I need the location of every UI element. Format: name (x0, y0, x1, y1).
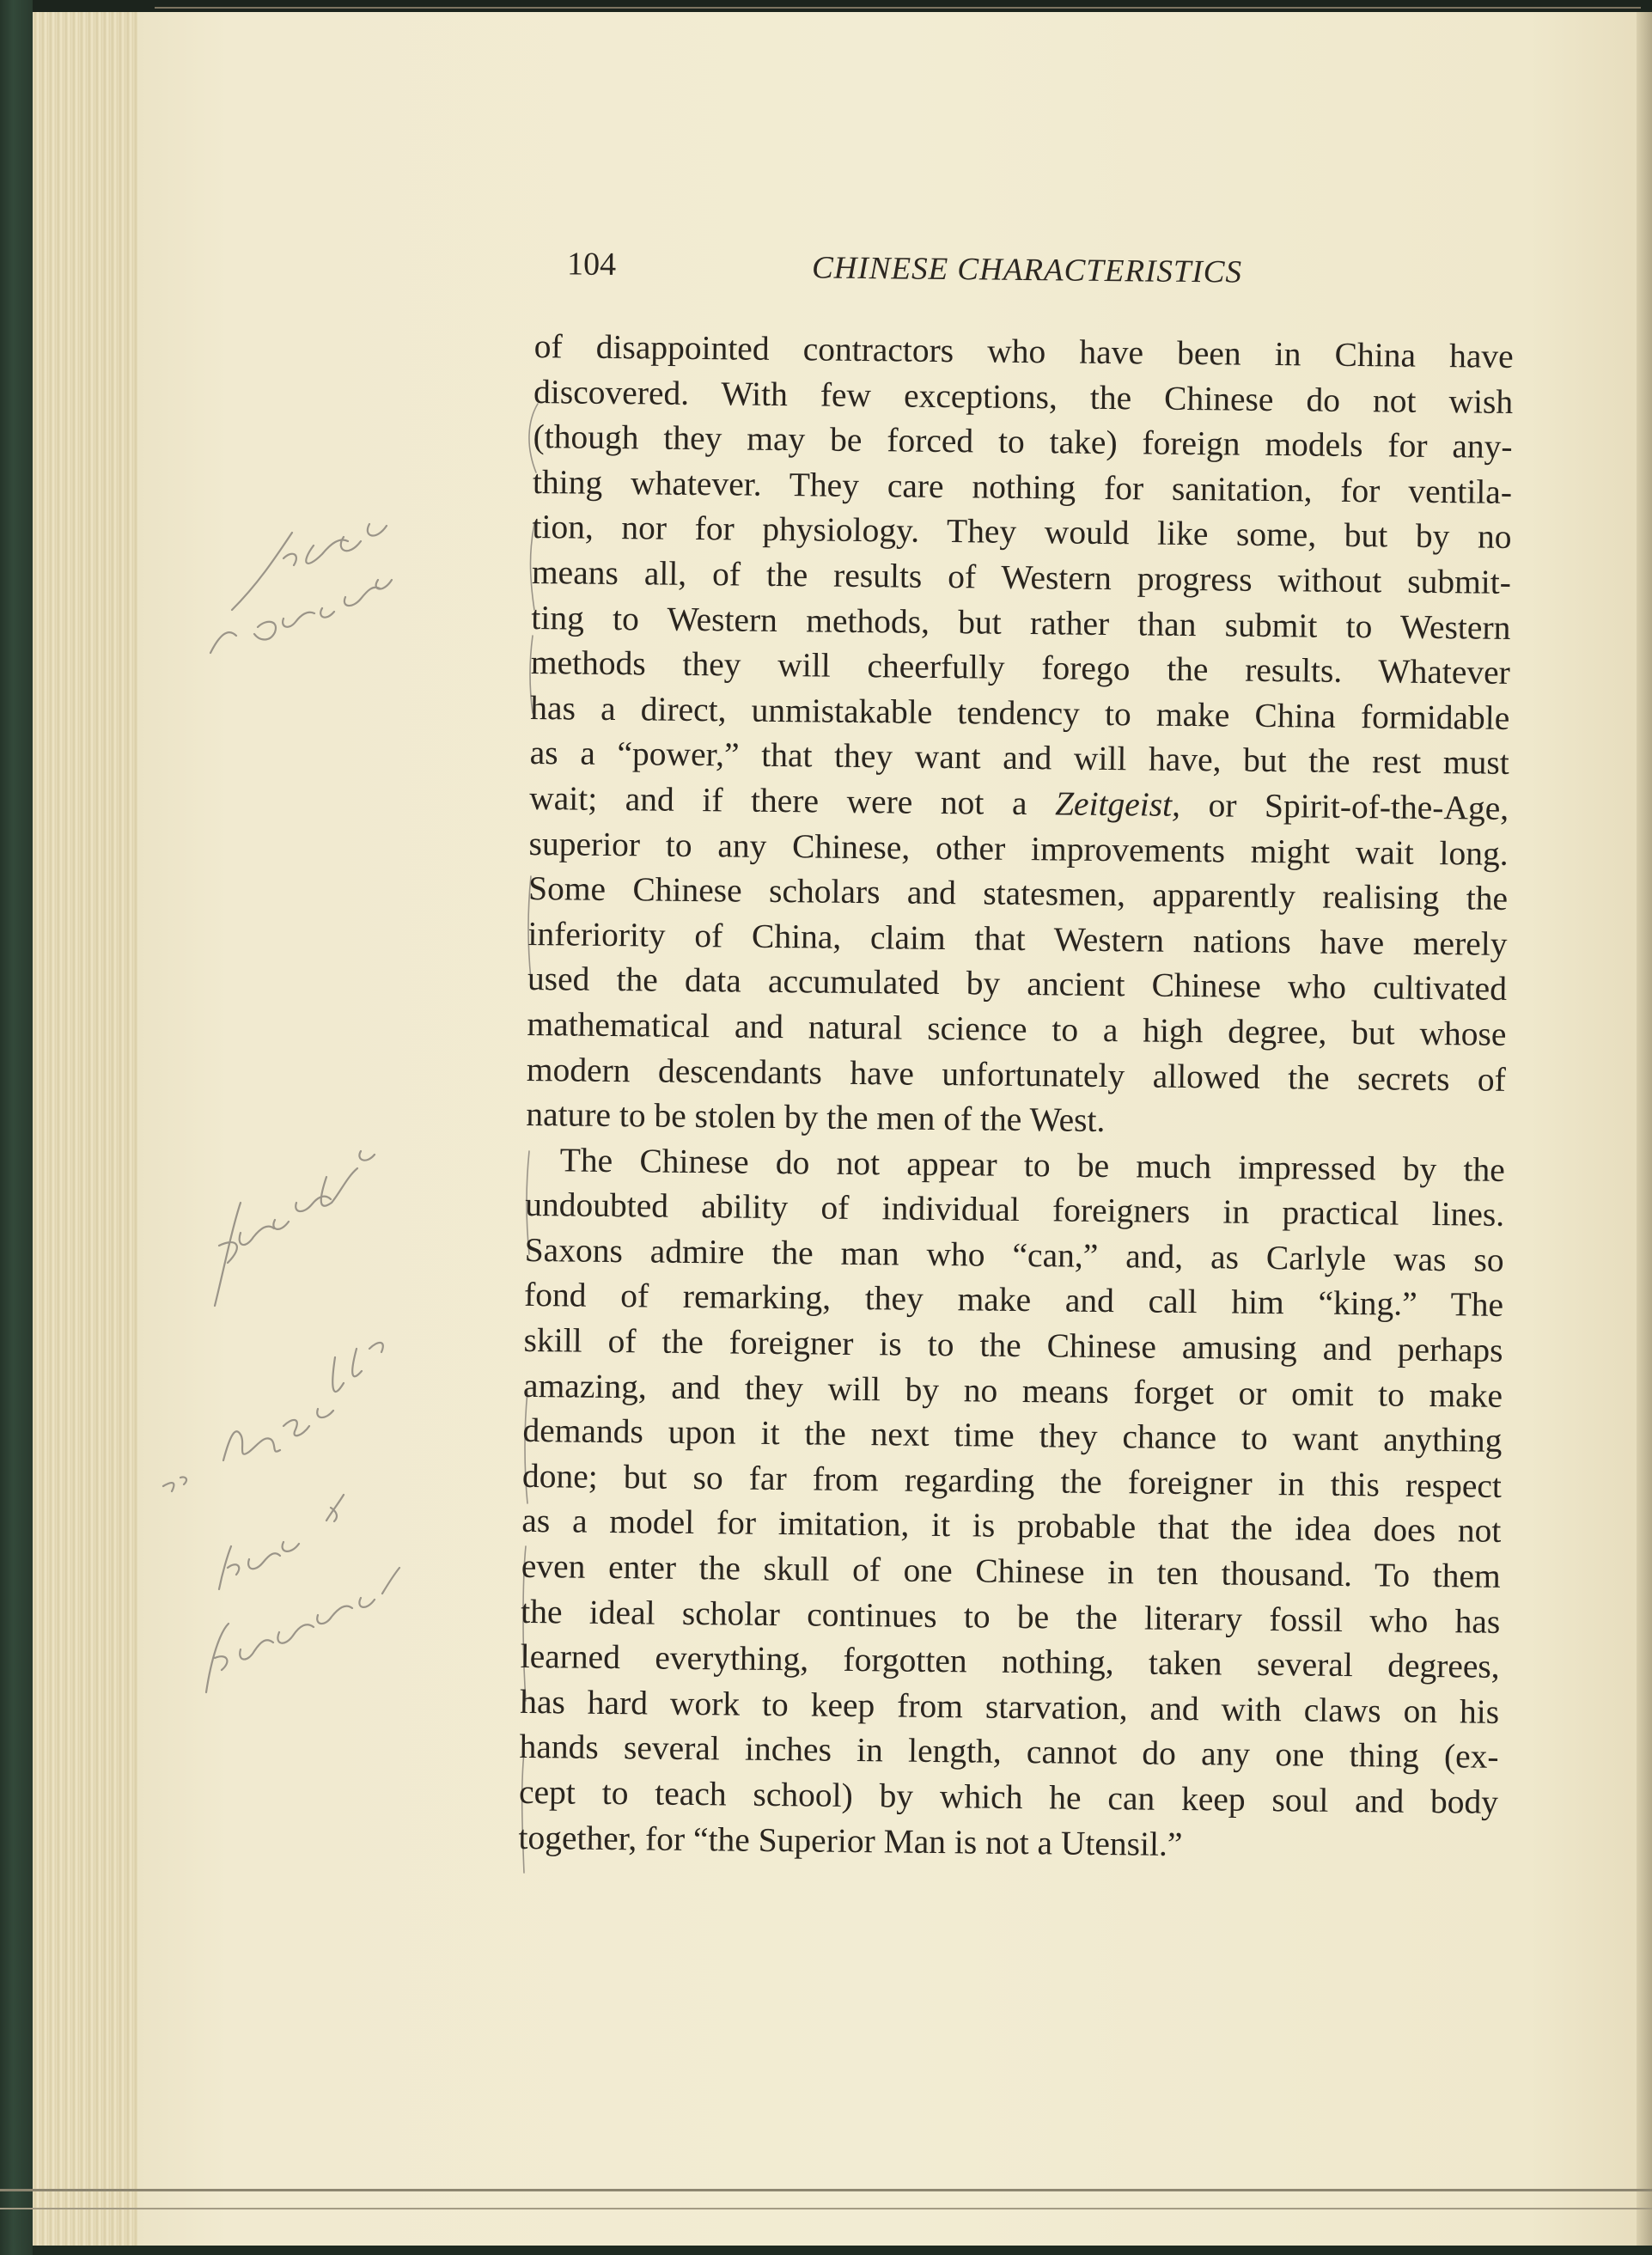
text-line: modern descendants have unfortunately allowed the secrets of (526, 1050, 1507, 1099)
paragraph-end-line: together, for “the Superior Man is not a Utensil.” (518, 1818, 1183, 1863)
pencil-margin-annotations (155, 498, 533, 1787)
body-text (518, 324, 1514, 1870)
bottom-page-border-inner (0, 2208, 1652, 2209)
text-line: learned everything, forgotten nothing, taken several degrees, (520, 1637, 1500, 1686)
text-line: discovered. With few exceptions, the Chinese do not wish (533, 372, 1514, 421)
zeitgeist-italic: Zeitgeist, (1054, 784, 1181, 824)
page-number: 104 (566, 246, 617, 283)
text-fragment: wait; and if there were not a (528, 778, 1056, 823)
bottom-page-border (0, 2189, 1652, 2191)
text-line: tion, nor for physiology. They would like some, but by no (532, 508, 1512, 557)
text-line: demands upon it the next time they chance to want anything (522, 1411, 1503, 1460)
text-line: as a model for imitation, it is probable that the idea does not (521, 1502, 1502, 1551)
text-line: thing whatever. They care nothing for sanitation, for ventila- (532, 462, 1513, 511)
text-line: Saxons admire the man who “can,” and, as Carlyle was so (524, 1230, 1504, 1279)
pencil-scribble-3 (215, 1151, 375, 1306)
paragraph-start-line: The Chinese do not appear to be much impressed by the (559, 1141, 1505, 1189)
text-line: (though they may be forced to take) foreign models for any- (533, 417, 1513, 466)
text-line: fond of remarking, they make and call him “king.” The (523, 1276, 1504, 1325)
pencil-scribble-5 (219, 1495, 344, 1589)
text-line: superior to any Chinese, other improvements might wait long. (528, 824, 1509, 873)
text-line: amazing, and they will by no means forget or omit to make (522, 1366, 1503, 1415)
page-edges (33, 12, 144, 2246)
text-line: mathematical and natural science to a high degree, but whose (527, 1004, 1507, 1053)
paragraph-end-line: nature to be stolen by the men of the West. (526, 1095, 1106, 1140)
running-title: CHINESE CHARACTERISTICS (811, 250, 1243, 290)
text-line: skill of the foreigner is to the Chinese amusing and perhaps (523, 1320, 1503, 1369)
cover-top-edge (0, 0, 1652, 12)
text-line: as a “power,” that they want and will have, but the rest must (529, 734, 1509, 783)
cloth-cover-spine (0, 0, 33, 2255)
text-line: has hard work to keep from starvation, and with claws on his (519, 1682, 1500, 1731)
text-line: cept to teach school) by which he can keep soul and body (518, 1772, 1499, 1821)
text-line: even enter the skull of one Chinese in ten thousand. To them (521, 1546, 1502, 1595)
right-page-edge (1637, 12, 1652, 2246)
text-line: of disappointed contractors who have been in China have (533, 326, 1514, 375)
pencil-scribble-2 (210, 580, 392, 653)
text-fragment: or Spirit-of-the-Age, (1180, 785, 1509, 827)
pencil-scribble-4 (163, 1343, 383, 1491)
text-line: the ideal scholar continues to be the literary fossil who has (521, 1592, 1501, 1641)
text-line: Some Chinese scholars and statesmen, apparently realising the (527, 869, 1509, 918)
text-line: used the data accumulated by ancient Chinese who cultivated (527, 960, 1508, 1009)
text-line: ting to Western methods, but rather than submit to Western (531, 598, 1511, 647)
pencil-scribble-6 (206, 1568, 399, 1692)
text-line: inferiority of China, claim that Western nations have merely (527, 914, 1508, 963)
page-header (567, 245, 1324, 304)
text-line: means all, of the results of Western progress without submit- (531, 552, 1512, 601)
top-page-border (155, 7, 1641, 9)
text-line: methods they will cheerfully forego the results. Whatever (530, 643, 1511, 692)
text-line: undoubted ability of individual foreigners in practical lines. (525, 1185, 1505, 1234)
text-line: has a direct, unmistakable tendency to make China formidable (530, 688, 1510, 737)
text-line: done; but so far from regarding the foreigner in this respect (521, 1456, 1503, 1505)
text-line: hands several inches in length, cannot do any one thing (ex- (519, 1728, 1499, 1777)
